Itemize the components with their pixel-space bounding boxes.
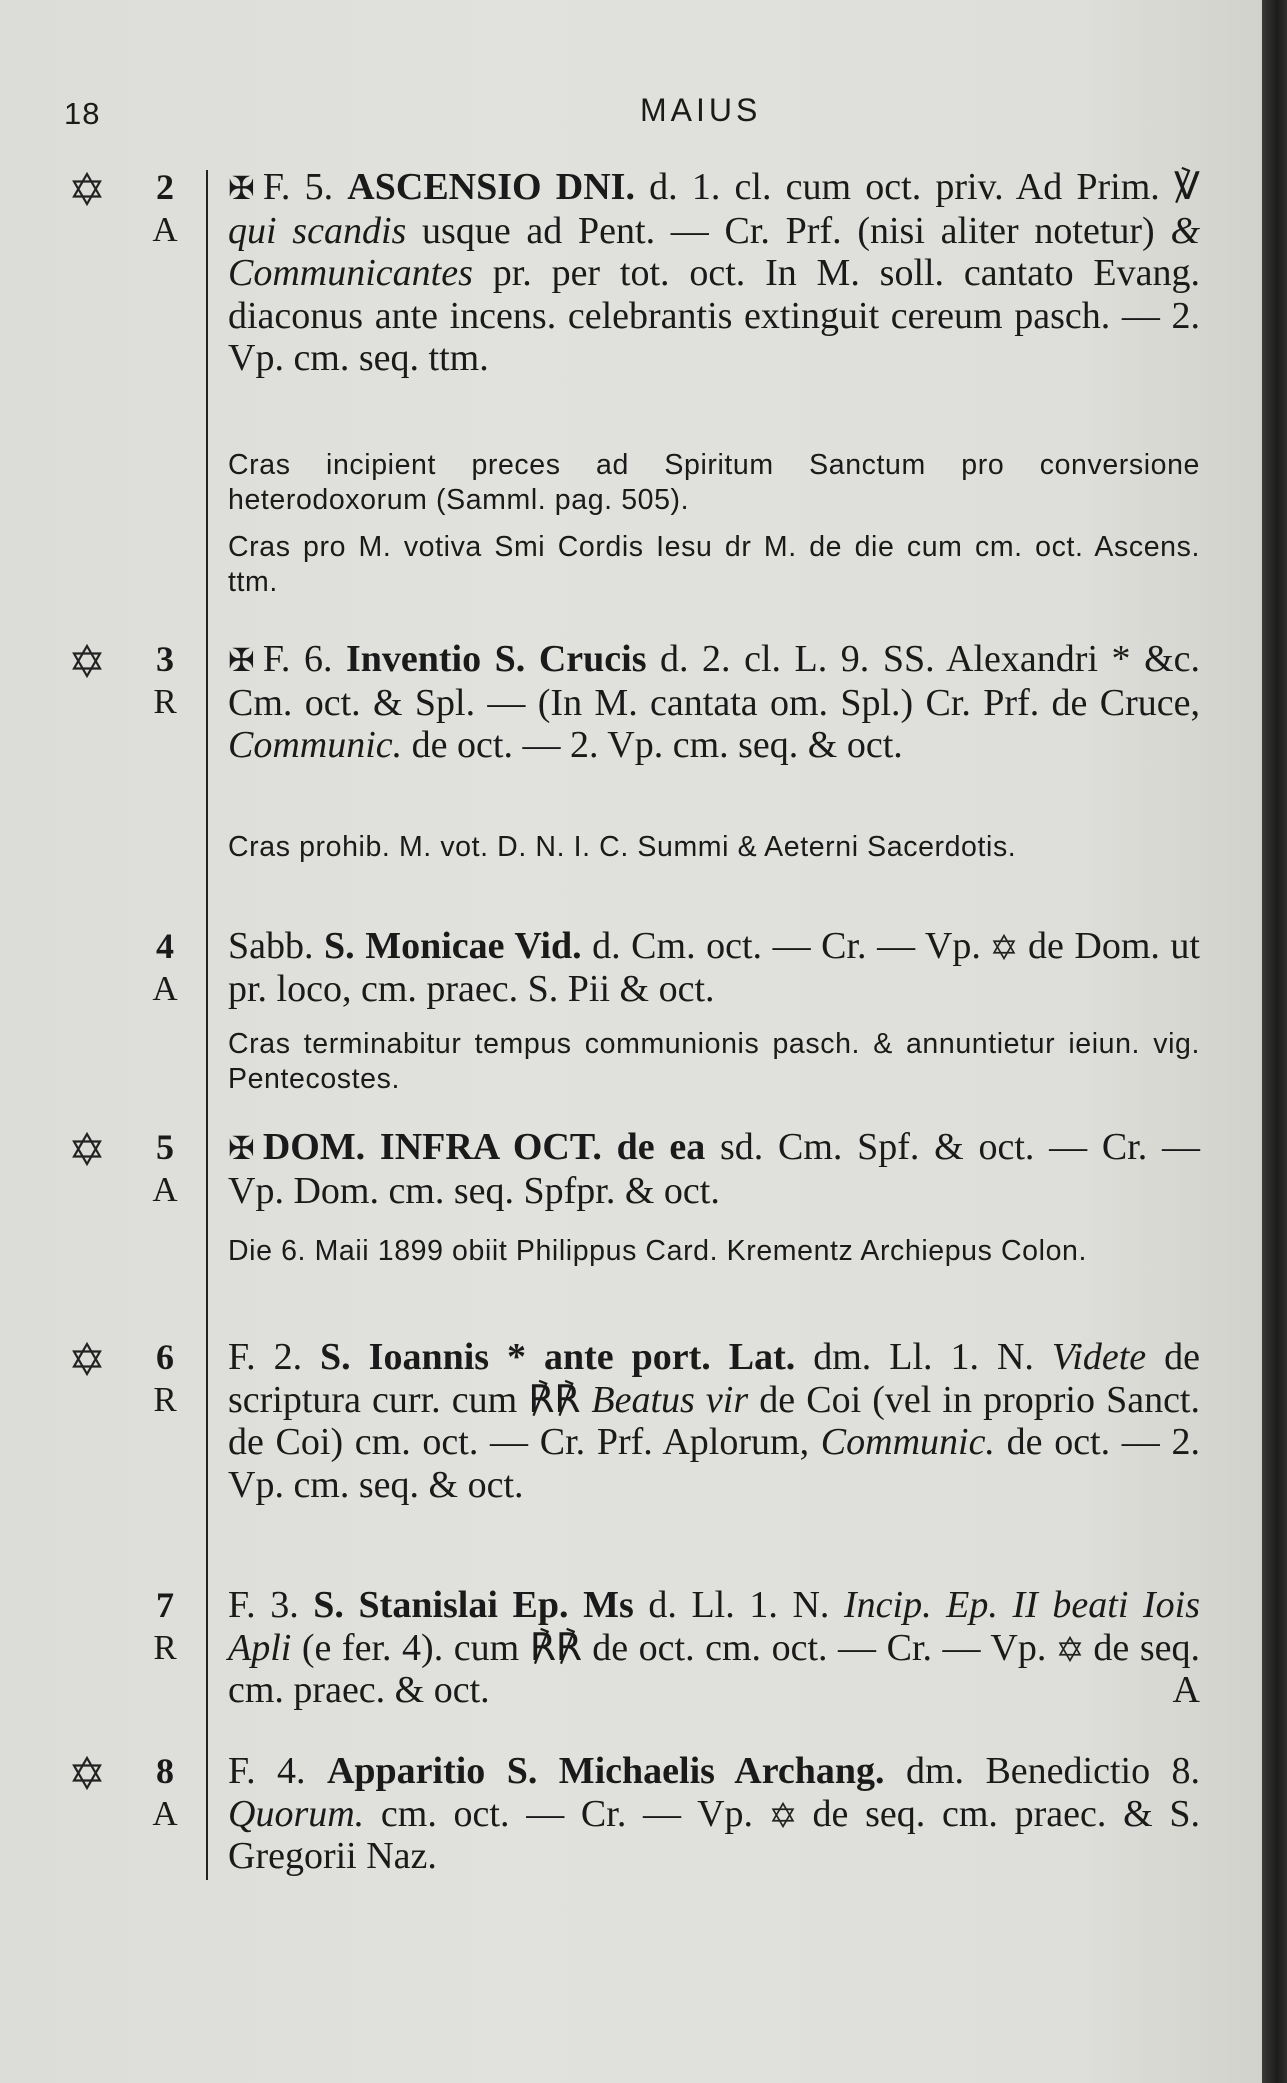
feast-title: DOM. INFRA OCT. de ea xyxy=(262,1126,706,1168)
entry-text: Sabb. S. Monicae Vid. d. Cm. oct. — Cr. — Vp. de Dom. ut pr. loco, cm. praec. S. Pii & oct. xyxy=(228,925,1200,1010)
entry-note: Cras incipient preces ad Spiritum Sanctum pro conversione heterodoxorum (Samml. pag. 505). xyxy=(228,449,1200,516)
dominical-letter: A xyxy=(152,1170,178,1209)
star-icon xyxy=(1057,1636,1083,1662)
dominical-letter: R xyxy=(153,682,177,721)
star-icon xyxy=(70,172,104,206)
dominical-letter: A xyxy=(152,969,178,1008)
feast-title: S. Stanislai Ep. Ms xyxy=(313,1584,634,1626)
feast-title: Apparitio S. Michaelis Archang. xyxy=(326,1750,885,1792)
day-number: 4 xyxy=(156,926,174,966)
star-icon xyxy=(770,1802,796,1828)
day-number: 6 xyxy=(156,1337,174,1377)
star-icon xyxy=(70,644,104,678)
page-number: 18 xyxy=(64,96,101,131)
day-number: 2 xyxy=(156,167,174,207)
column-rule xyxy=(206,170,208,1880)
feast-title: Inventio S. Crucis xyxy=(345,638,647,680)
dominical-letter: A xyxy=(152,1794,178,1833)
entry-note: Cras prohib. M. vot. D. N. I. C. Summi & Aeterni Sacerdotis. xyxy=(228,831,1017,863)
day-number: 8 xyxy=(156,1751,174,1791)
cross-icon: ✠ xyxy=(228,641,255,679)
feast-title: S. Monicae Vid. xyxy=(324,925,582,967)
entry-text: F. 4. Apparitio S. Michaelis Archang. dm. Benedictio 8. Quorum. cm. oct. — Cr. — Vp. de seq. cm. praec. & S. Gregorii Naz. xyxy=(228,1750,1200,1877)
dominical-letter: R xyxy=(153,1628,177,1667)
day-number: 3 xyxy=(156,639,174,679)
entry-text: ✠ F. 6. Inventio S. Crucis d. 2. cl. L. 9. SS. Alexandri * &c. Cm. oct. & Spl. — (In M. cantata om. Spl.) Cr. Prf. de Cruce, Communic. de oct. — 2. Vp. cm. seq. & oct. xyxy=(228,638,1200,766)
versicle-icon: ℣ xyxy=(1174,166,1200,208)
dominical-letter: R xyxy=(153,1380,177,1419)
responsory-icon: ℟℟ xyxy=(529,1626,582,1669)
star-icon xyxy=(70,1756,104,1790)
day-number: 5 xyxy=(156,1127,174,1167)
responsory-icon: ℟℟ xyxy=(528,1378,581,1421)
page-edge xyxy=(1262,0,1287,2083)
entry-note: Cras pro M. votiva Smi Cordis Iesu dr M. de die cum cm. oct. Ascens. ttm. xyxy=(228,531,1200,598)
star-icon xyxy=(991,934,1017,960)
feast-title: S. Ioannis * ante port. Lat. xyxy=(320,1336,796,1378)
star-icon xyxy=(70,1342,104,1376)
cross-icon: ✠ xyxy=(228,169,255,207)
dominical-letter: A xyxy=(152,210,178,249)
feast-title: ASCENSIO DNI. xyxy=(347,166,635,208)
entry-text: F. 2. S. Ioannis * ante port. Lat. dm. Ll. 1. N. Videte de scriptura curr. cum ℟℟ Beatus vir de Coi (vel in proprio Sanct. de Coi) cm. oct. — Cr. Prf. Aplorum, Communic. de oct. — 2. Vp. cm. seq. & oct. xyxy=(228,1336,1200,1506)
star-icon xyxy=(70,1132,104,1166)
entry-text: ✠ F. 5. ASCENSIO DNI. d. 1. cl. cum oct. priv. Ad Prim. ℣ qui scandis usque ad Pent. — Cr. Prf. (nisi aliter notetur) & Communicantes pr. per tot. oct. In M. soll. cantato Evang. diaconus ante incens. celebrantis extinguit cereum pasch. — 2. Vp. cm. seq. ttm. xyxy=(228,166,1200,379)
day-number: 7 xyxy=(156,1585,174,1625)
entry-text: ✠ DOM. INFRA OCT. de ea sd. Cm. Spf. & oct. — Cr. — Vp. Dom. cm. seq. Spfpr. & oct. xyxy=(228,1126,1200,1212)
entry-note: Cras terminabitur tempus communionis pasch. & annuntietur ieiun. vig. Pentecostes. xyxy=(228,1028,1200,1095)
running-head: MAIUS xyxy=(640,92,762,128)
dominical-letter-next: A xyxy=(1172,1669,1200,1711)
entry-text: F. 3. S. Stanislai Ep. Ms d. Ll. 1. N. Incip. Ep. II beati Iois Apli (e fer. 4). cum ℟℟ de oct. cm. oct. — Cr. — Vp. de seq. cm. praec. & oct. A xyxy=(228,1584,1200,1711)
entry-note: Die 6. Maii 1899 obiit Philippus Card. Krementz Archiepus Colon. xyxy=(228,1235,1087,1267)
cross-icon: ✠ xyxy=(228,1129,255,1167)
